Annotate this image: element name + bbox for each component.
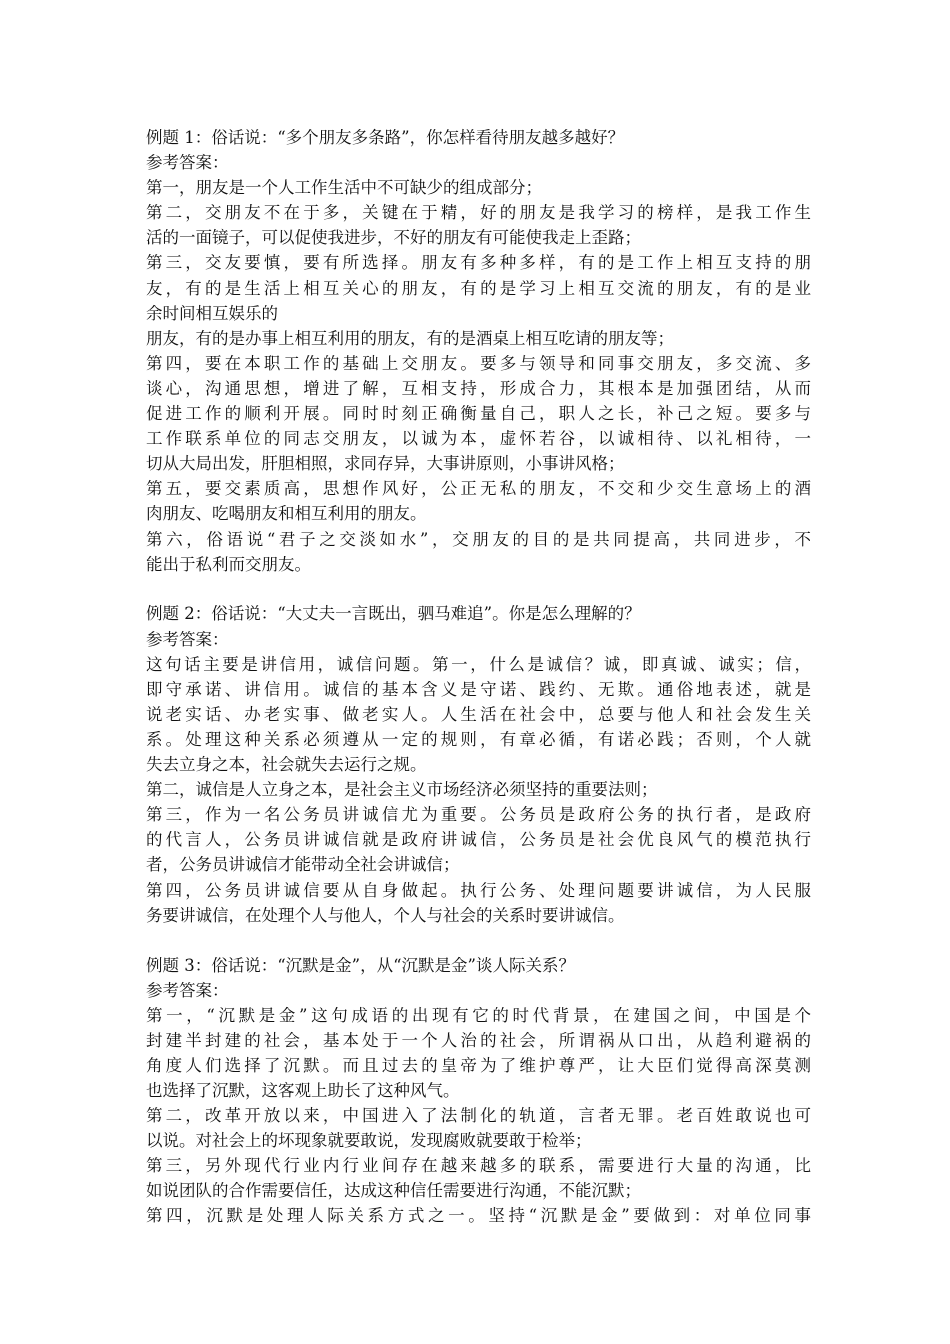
text-line: 促进工作的顺利开展。同时时刻正确衡量自己，职人之长，补己之短。要多与 (146, 404, 811, 424)
question-heading: 例题 2：俗话说：“大丈夫一言既出，驷马难追”。你是怎么理解的？ (146, 604, 641, 624)
text-line: 第五，要交素质高，思想作风好，公正无私的朋友，不交和少交生意场上的酒 (146, 479, 811, 499)
answer-label: 参考答案： (146, 153, 229, 173)
example-1 (146, 125, 811, 577)
text-line: 第三，作为一名公务员讲诚信尤为重要。公务员是政府公务的执行者，是政府 (146, 805, 811, 825)
text-line: 第三，另外现代行业内行业间存在越来越多的联系，需要进行大量的沟通，比 (146, 1156, 811, 1176)
text-line: 务要讲诚信，在处理个人与他人，个人与社会的关系时要讲诚信。 (146, 905, 625, 925)
text-line: 这句话主要是讲信用，诚信问题。第一，什么是诚信？诚，即真诚、诚实；信， (146, 654, 811, 674)
text-line: 工作联系单位的同志交朋友，以诚为本，虚怀若谷，以诚相待、以礼相待，一 (146, 429, 811, 449)
text-line: 友，有的是生活上相互关心的朋友，有的是学习上相互交流的朋友，有的是业 (146, 278, 811, 298)
document-page (146, 125, 811, 1229)
text-line: 封建半封建的社会，基本处于一个人治的社会，所谓祸从口出，从趋利避祸的 (146, 1030, 811, 1050)
text-line: 第二，交朋友不在于多，关键在于精，好的朋友是我学习的榜样，是我工作生 (146, 203, 811, 223)
text-line: 失去立身之本，社会就失去运行之规。 (146, 755, 427, 775)
answer-label: 参考答案： (146, 629, 229, 649)
text-line: 朋友，有的是办事上相互利用的朋友，有的是酒桌上相互吃请的朋友等； (146, 328, 674, 348)
text-line: 第四，沉默是处理人际关系方式之一。坚持“沉默是金”要做到：对单位同事 (146, 1206, 811, 1226)
text-line: 第一，朋友是一个人工作生活中不可缺少的组成部分； (146, 178, 542, 198)
text-line: 角度人们选择了沉默。而且过去的皇帝为了维护尊严，让大臣们觉得高深莫测 (146, 1055, 811, 1075)
text-line: 也选择了沉默，这客观上助长了这种风气。 (146, 1080, 460, 1100)
text-line: 第二，改革开放以来，中国进入了法制化的轨道，言者无罪。老百姓敢说也可 (146, 1106, 811, 1126)
text-line: 如说团队的合作需要信任，达成这种信任需要进行沟通，不能沉默； (146, 1181, 641, 1201)
text-line: 余时间相互娱乐的 (146, 303, 278, 323)
answer-label: 参考答案： (146, 980, 229, 1000)
text-line: 肉朋友、吃喝朋友和相互利用的朋友。 (146, 504, 427, 524)
section-gap (146, 577, 811, 602)
example-3 (146, 953, 811, 1229)
text-line: 切从大局出发，肝胆相照，求同存异，大事讲原则，小事讲风格； (146, 454, 625, 474)
text-line: 系。处理这种关系必须遵从一定的规则，有章必循，有诺必践；否则，个人就 (146, 729, 811, 749)
text-line: 第六，俗语说“君子之交淡如水”，交朋友的目的是共同提高，共同进步，不 (146, 529, 811, 549)
section-gap (146, 928, 811, 953)
text-line: 即守承诺、讲信用。诚信的基本含义是守诺、践约、无欺。通俗地表述，就是 (146, 679, 811, 699)
text-line: 第一，“沉默是金”这句成语的出现有它的时代背景，在建国之间，中国是个 (146, 1005, 811, 1025)
text-line: 者，公务员讲诚信才能带动全社会讲诚信； (146, 855, 460, 875)
text-line: 活的一面镜子，可以促使我进步，不好的朋友有可能使我走上歪路； (146, 228, 641, 248)
question-heading: 例题 1：俗话说：“多个朋友多条路”，你怎样看待朋友越多越好？ (146, 128, 625, 147)
text-line: 以说。对社会上的坏现象就要敢说，发现腐败就要敢于检举； (146, 1131, 592, 1151)
example-2 (146, 601, 811, 927)
text-line: 第四，公务员讲诚信要从自身做起。执行公务、处理问题要讲诚信，为人民服 (146, 880, 811, 900)
text-line: 谈心，沟通思想，增进了解，互相支持，形成合力，其根本是加强团结，从而 (146, 378, 811, 398)
text-line: 能出于私利而交朋友。 (146, 554, 311, 574)
text-line: 的代言人，公务员讲诚信就是政府讲诚信，公务员是社会优良风气的模范执行 (146, 830, 811, 850)
question-heading: 例题 3：俗话说：“沉默是金”，从“沉默是金”谈人际关系？ (146, 955, 575, 975)
text-line: 说老实话、办老实事、做老实人。人生活在社会中，总要与他人和社会发生关 (146, 704, 811, 724)
text-line: 第三，交友要慎，要有所选择。朋友有多种多样，有的是工作上相互支持的朋 (146, 253, 811, 273)
text-line: 第二，诚信是人立身之本，是社会主义市场经济必须坚持的重要法则； (146, 780, 658, 800)
text-line: 第四，要在本职工作的基础上交朋友。要多与领导和同事交朋友，多交流、多 (146, 353, 811, 373)
